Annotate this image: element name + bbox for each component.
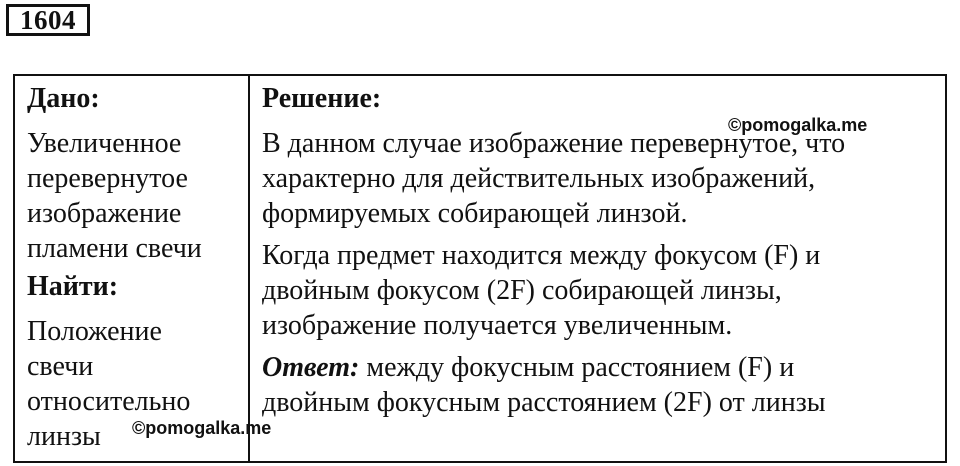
given-text: Увеличенное перевернутое изображение пламени свечи	[27, 128, 202, 264]
solution-heading: Решение:	[262, 83, 382, 114]
watermark-bottom: ©pomogalka.me	[132, 418, 272, 438]
problem-number: 1604	[6, 4, 90, 36]
answer-text: между фокусным расстоянием (F) и двойным фокусным расстоянием (2F) от линзы	[262, 352, 826, 418]
watermark-top: ©pomogalka.me	[728, 115, 868, 135]
answer-paragraph	[262, 350, 945, 420]
answer-label: Ответ:	[262, 352, 360, 383]
find-text: Положение свечи относительно линзы	[27, 316, 191, 452]
given-heading: Дано:	[27, 83, 100, 114]
find-heading: Найти:	[27, 271, 119, 302]
solution-paragraph-2: Когда предмет находится между фокусом (F) и двойным фокусом (2F) собирающей линзы, изображение получается увеличенным.	[262, 240, 821, 341]
given-column	[15, 76, 250, 461]
solution-paragraph-1: В данном случае изображение перевернутое, что характерно для действительных изображений, формируемых собирающей линзой.	[262, 128, 846, 229]
